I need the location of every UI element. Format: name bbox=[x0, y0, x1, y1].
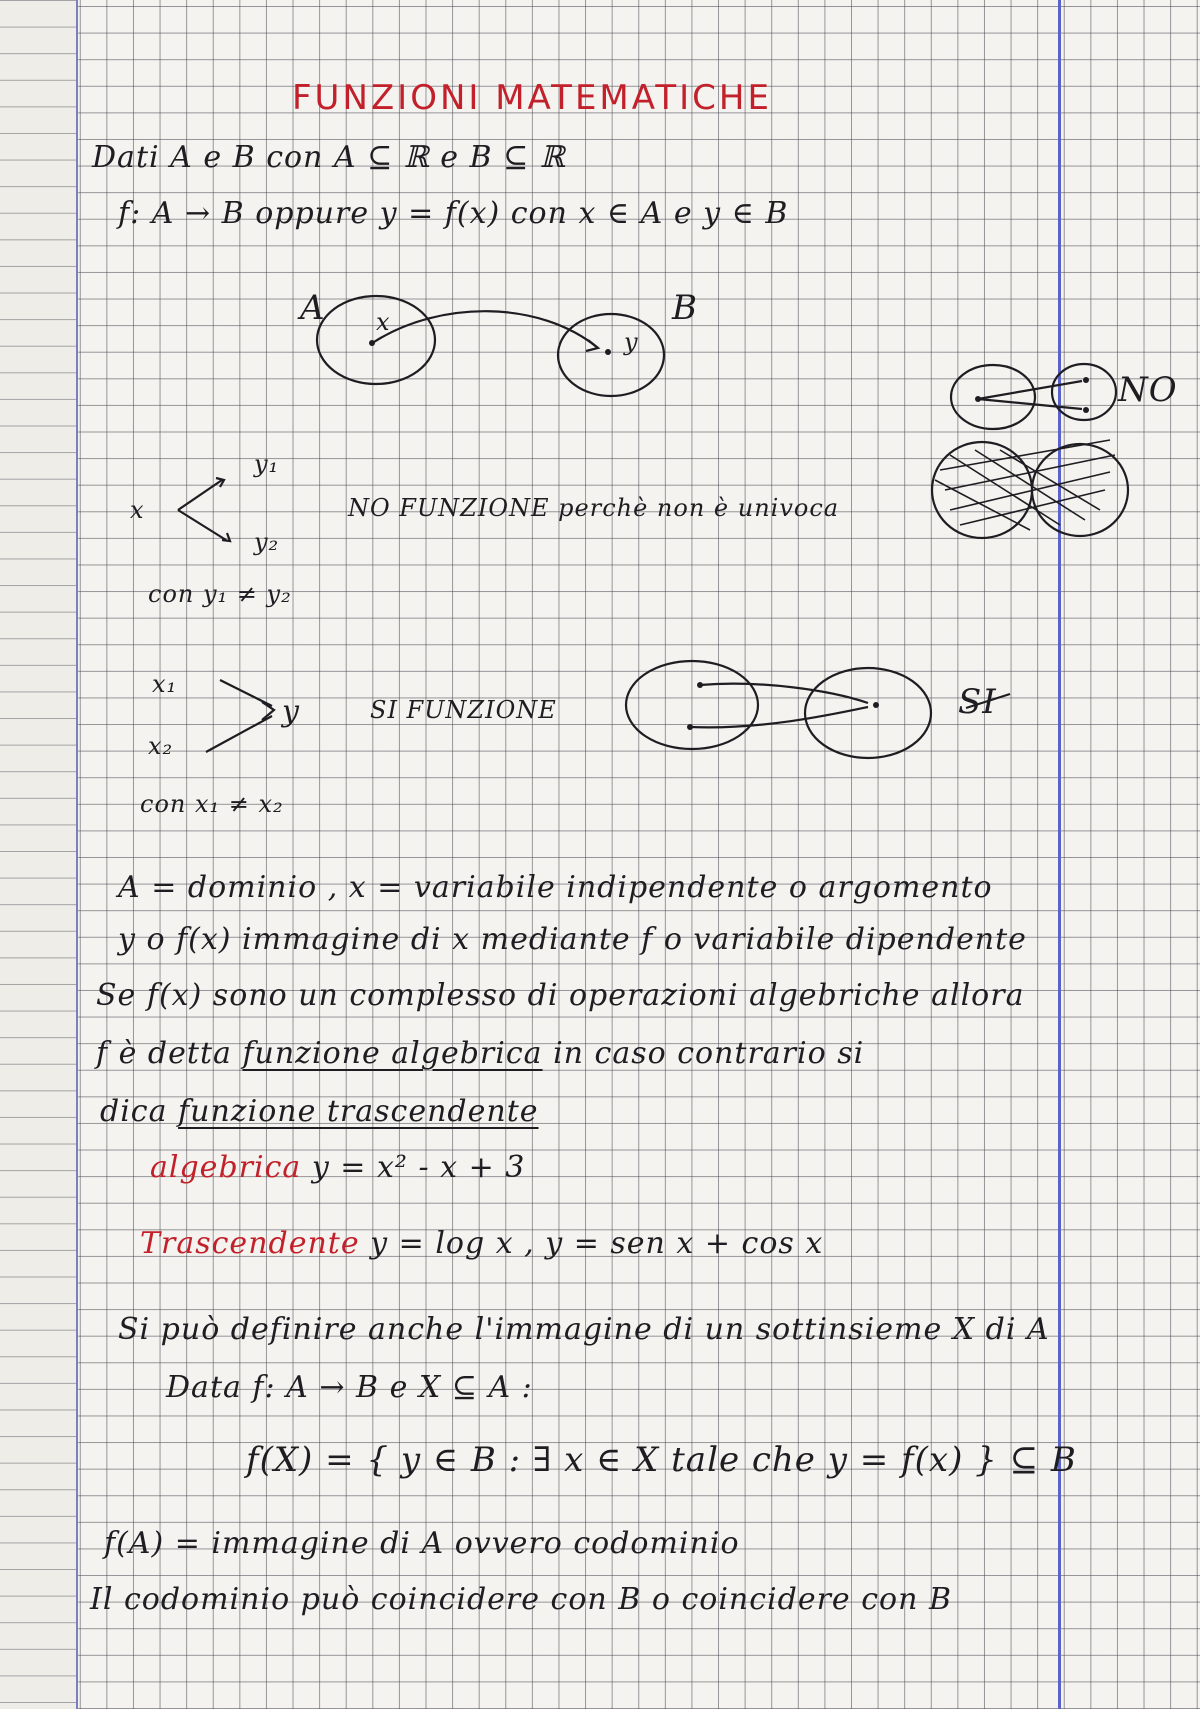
no-arrow-1 bbox=[978, 381, 1082, 399]
merge-upper bbox=[220, 680, 272, 706]
line-fA: f(A) = immagine di A ovvero codominio bbox=[104, 1526, 740, 1561]
label-x2: x₂ bbox=[148, 732, 174, 760]
line-se-fx: Se f(x) sono un complesso di operazioni algebriche allora bbox=[96, 978, 1025, 1013]
term-funzione-trascendente: funzione trascendente bbox=[178, 1094, 539, 1129]
si-arrow-2 bbox=[690, 707, 868, 727]
term-funzione-algebrica: funzione algebrica bbox=[242, 1036, 543, 1071]
label-x-branch: x bbox=[130, 496, 145, 524]
label-x: x bbox=[376, 308, 391, 336]
si-set-a bbox=[626, 661, 758, 749]
label-no: NO bbox=[1118, 370, 1178, 410]
set-b-ellipse bbox=[558, 314, 664, 396]
label-x1: x₁ bbox=[152, 670, 178, 698]
no-point-y2 bbox=[1083, 407, 1089, 413]
si-set-b bbox=[805, 668, 931, 758]
line-con-x: con x₁ ≠ x₂ bbox=[140, 790, 284, 818]
struck-set-b bbox=[1032, 444, 1128, 536]
branch-lower bbox=[178, 510, 226, 540]
si-arrow-1 bbox=[700, 684, 868, 703]
line-algebrica-example bbox=[150, 1150, 525, 1185]
line-dati: Dati A e B con A ⊆ ℝ e B ⊆ ℝ bbox=[92, 140, 566, 175]
label-y1: y₁ bbox=[254, 450, 280, 478]
page-title: FUNZIONI MATEMATICHE bbox=[292, 78, 772, 118]
label-set-b: B bbox=[672, 288, 698, 328]
line-dica bbox=[100, 1094, 539, 1129]
point-y bbox=[605, 349, 611, 355]
line-con-y: con y₁ ≠ y₂ bbox=[148, 580, 292, 608]
label-y-merge: y bbox=[282, 694, 300, 729]
example-algebrica-label: algebrica bbox=[150, 1150, 302, 1185]
label-y: y bbox=[624, 328, 639, 356]
example-algebrica-expr: y = x² - x + 3 bbox=[311, 1150, 526, 1185]
branch-upper bbox=[178, 480, 222, 510]
no-point-y1 bbox=[1083, 377, 1089, 383]
label-y2: y₂ bbox=[254, 528, 280, 556]
merge-lower bbox=[206, 716, 272, 752]
no-arrow-2 bbox=[978, 399, 1082, 409]
line-si-funzione: SI FUNZIONE bbox=[370, 696, 557, 724]
line-dominio: A = dominio , x = variabile indipendente o argomento bbox=[118, 870, 993, 905]
example-trascendente-label: Trascendente bbox=[140, 1226, 360, 1261]
line-immagine: y o f(x) immagine di x mediante f o variabile dipendente bbox=[118, 922, 1027, 957]
line-trascendente-example bbox=[140, 1226, 823, 1261]
dica-prefix: dica bbox=[100, 1094, 168, 1129]
example-trascendente-expr: y = log x , y = sen x + cos x bbox=[370, 1226, 824, 1261]
si-point-y bbox=[873, 702, 879, 708]
line-f-detta bbox=[96, 1036, 864, 1071]
line-si-puo: Si può definire anche l'immagine di un sottinsieme X di A bbox=[118, 1312, 1050, 1347]
f-detta-prefix: f è detta bbox=[96, 1036, 232, 1071]
line-fX: f(X) = { y ∈ B : ∃ x ∈ X tale che y = f(x) } ⊆ B bbox=[246, 1440, 1077, 1480]
line-f-definition: f: A → B oppure y = f(x) con x ∈ A e y ∈ B bbox=[118, 196, 789, 231]
label-si: SI bbox=[958, 682, 997, 722]
line-codominio: Il codominio può coincidere con B o coincidere con B bbox=[90, 1582, 952, 1617]
mapping-arrow bbox=[374, 311, 598, 348]
label-set-a: A bbox=[300, 288, 326, 328]
f-detta-suffix: in caso contrario si bbox=[553, 1036, 865, 1071]
line-no-funzione: NO FUNZIONE perchè non è univoca bbox=[348, 494, 840, 522]
line-data: Data f: A → B e X ⊆ A : bbox=[166, 1370, 533, 1405]
